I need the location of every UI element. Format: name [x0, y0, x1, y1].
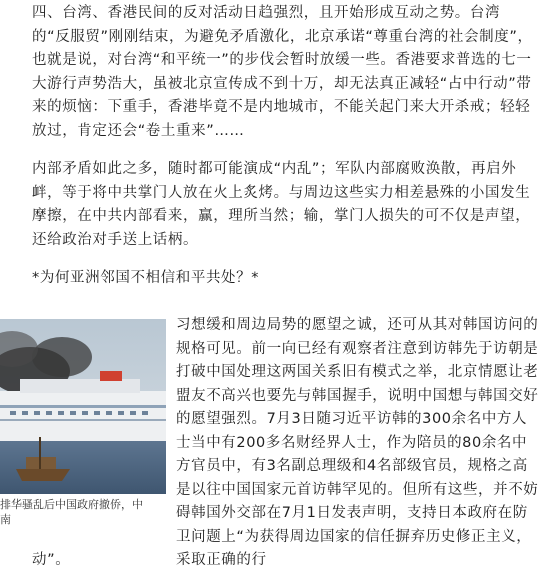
paragraph-internal-conflicts: 内部矛盾如此之多，随时都可能演成“内乱”；军队内部腐败涣散，再启外衅，等于将中共掌门人放在火上炙烤。与周边这些实力相差悬殊的小国发生摩擦，在中共内部看来，赢，理所当然；输，掌门人损失的可不仅是声望，还给政治对手送上话柄。 [32, 161, 531, 248]
paragraph-korea-visit-text: 习想缓和周边局势的愿望之诚，还可从其对韩国访问的规格可见。前一向已经有观察者注意到访韩先于访朝是打破中国处理这两国关系旧有模式之举，北京情愿让老盟友不高兴也要先与韩国握手，说明中国想与韩国交好的愿望强烈。7月3日随习近平访韩的300余名中方人士当中有200多名财经界人士，作为陪员的80余名中方官员中，有3名副总理级和4名部级官员，规格之高是以往中国国家元首访韩罕见的。但所有这些，并不妨碍韩国外交部在7月1日发表声明，支持日本政府在防卫问题上“为获得周边国家的信任摒弃历史修正主义，采取正确的行 [176, 317, 539, 568]
paragraph-korea-visit-tail: 动”。 [32, 552, 71, 568]
section-heading: *为何亚洲邻国不相信和平共处？* [32, 270, 260, 286]
photo-caption: 排华骚乱后中国政府撤侨，中 南 [0, 498, 143, 526]
evacuation-ship-photo [0, 319, 166, 494]
paragraph-taiwan-hongkong: 四、台湾、香港民间的反对活动日趋强烈，且开始形成互动之势。台湾的“反服贸”刚刚结束，为避免矛盾激化，北京承诺“尊重台湾的社会制度”，也就是说，对台湾“和平统一”的步伐会暂时放缓一些。香港要求普选的七一大游行声势浩大，虽被北京宣传成不到十万，却无法真正减轻“占中行动”带来的烦恼：下重手，香港毕竟不是内地城市，不能关起门来大开杀戒；轻轻放过，肯定还会“卷土重来”…… [32, 5, 533, 139]
